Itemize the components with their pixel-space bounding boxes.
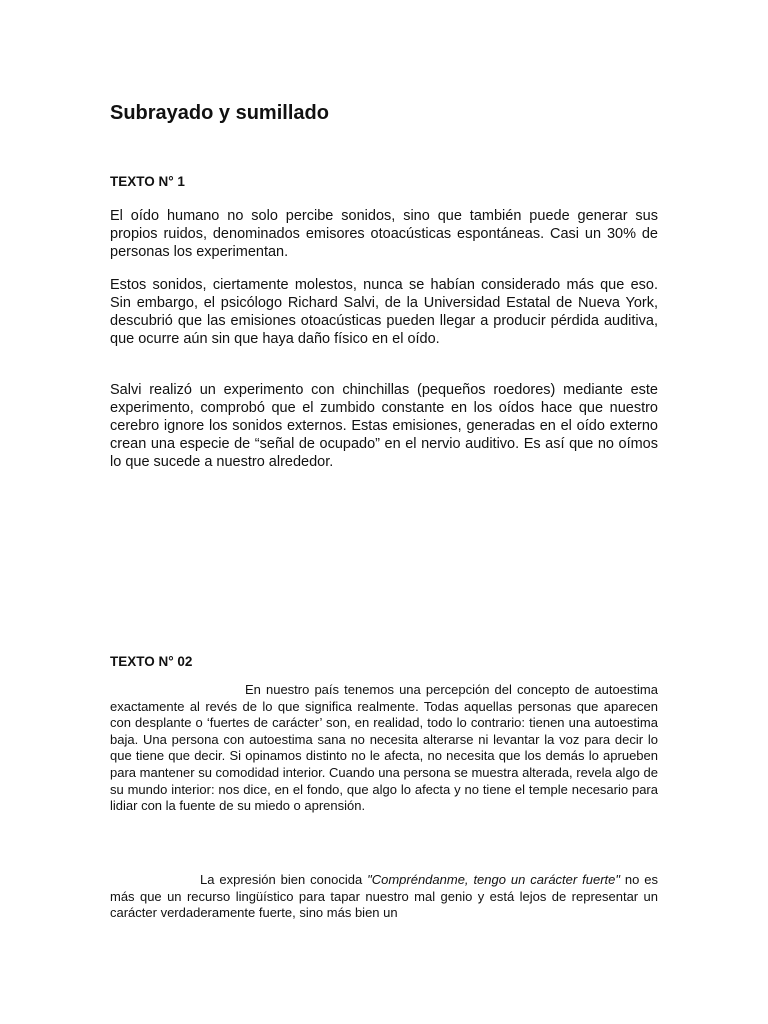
paragraph-2-start: La expresión bien conocida bbox=[200, 872, 368, 887]
paragraph-2-rest: no es más que un recurso lingüístico para tapar nuestro mal genio y está lejos de representar un carácter verdaderamente fuerte, sino más bien un bbox=[110, 872, 658, 921]
texto-1-paragraph-3: Salvi realizó un experimento con chinchillas (pequeños roedores) mediante este experimento, comprobó que el zumbido constante en los oídos hace que nuestro cerebro ignore los sonidos externos. Estas emisiones, generadas en el oído externo crean una especie de “señal de ocupado” en el nervio auditivo. Es así que no oímos lo que sucede a nuestro alrededor. bbox=[110, 382, 658, 470]
texto-1-paragraph-2: Estos sonidos, ciertamente molestos, nunca se habían considerado más que eso. Sin embargo, el psicólogo Richard Salvi, de la Universidad Estatal de Nueva York, descubrió que las emisiones otoacústicas pueden llegar a producir pérdida auditiva, que ocurre aún sin que haya daño físico en el oído. bbox=[110, 277, 658, 347]
texto-2-paragraph-2 bbox=[110, 872, 658, 922]
texto-1-paragraph-1: El oído humano no solo percibe sonidos, sino que también puede generar sus propios ruidos, denominados emisores otoacústicas espontáneas. Casi un 30% de personas los experimentan. bbox=[110, 208, 658, 260]
texto-2-paragraph-1: En nuestro país tenemos una percepción del concepto de autoestima exactamente al revés de lo que significa realmente. Todas aquellas personas que aparecen con desplante o ‘fuertes de carácter’ son, en realidad, todo lo contrario: tienen una autoestima baja. Una persona con autoestima sana no necesita alterarse ni levantar la voz para decir lo que tiene que decir. Si opinamos distinto no le afecta, no necesita que los demás lo aprueben para mantener su comodidad interior. Cuando una persona se muestra alterada, revela algo de su mundo interior: nos dice, en el fondo, que algo lo afecta y no tiene el temple necesario para lidiar con la fuente de su miedo o aprensión. bbox=[110, 682, 658, 814]
texto-2-heading: TEXTO N° 02 bbox=[110, 654, 193, 669]
page-title: Subrayado y sumillado bbox=[110, 102, 329, 124]
texto-1-heading: TEXTO N° 1 bbox=[110, 174, 185, 189]
quoted-expression: "Compréndanme, tengo un carácter fuerte" bbox=[367, 872, 620, 887]
